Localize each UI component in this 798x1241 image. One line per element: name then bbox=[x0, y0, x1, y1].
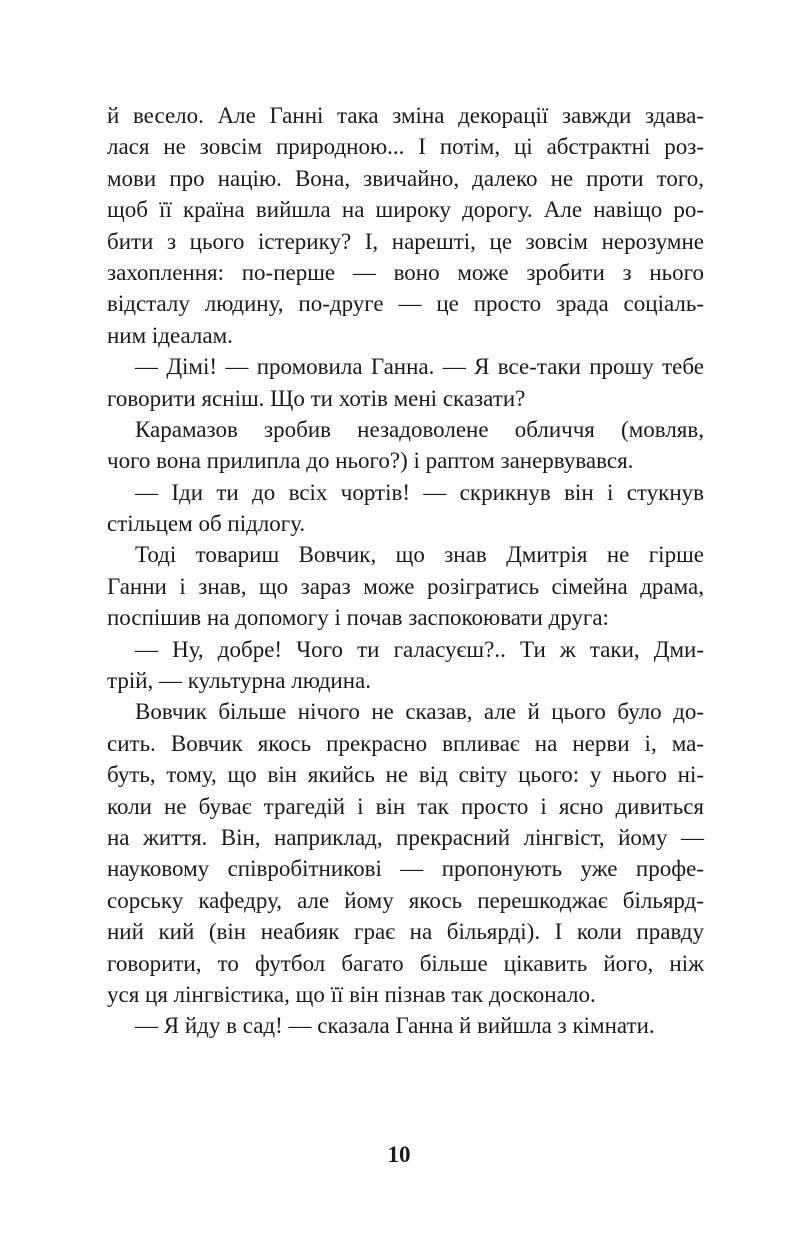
text-line: стільцем об підлогу. bbox=[107, 511, 306, 537]
text-line: — Іди ти до всіх чортів! — скрикнув він і стукнув bbox=[135, 479, 704, 505]
text-line: Карамазов зробив незадоволене обличчя (мовляв, bbox=[135, 416, 704, 442]
text-line: буть, тому, що він якийсь не від світу цього: у нього ні- bbox=[107, 762, 704, 788]
text-line: ний кий (він неабияк грає на більярді). І коли правду bbox=[107, 919, 704, 945]
text-line: — Я йду в сад! — сказала Ганна й вийшла з кімнати. bbox=[135, 1013, 655, 1039]
text-line: коли не буває трагедій і він так просто і ясно дивиться bbox=[107, 793, 704, 819]
text-line: лася не зовсім природною... І потім, ці абстрактні роз- bbox=[107, 134, 704, 160]
text-line: Тоді товариш Вовчик, що знав Дмитрія не гірше bbox=[135, 542, 704, 568]
text-line: Ганни і знав, що зараз може розігратись сімейна драма, bbox=[107, 573, 704, 599]
text-line: науковому співробітникові — пропонують уже профе- bbox=[107, 856, 704, 882]
text-line: — Дімі! — промовила Ганна. — Я все-таки прошу тебе bbox=[135, 354, 704, 380]
text-line: Вовчик більше нічого не сказав, але й цього було до- bbox=[135, 699, 704, 725]
text-line: сорську кафедру, але йому якось перешкоджає більярд- bbox=[107, 887, 704, 913]
text-line: сить. Вовчик якось прекрасно впливає на нерви і, ма- bbox=[107, 730, 704, 756]
text-line: говорити, то футбол багато більше цікавить його, ніж bbox=[107, 950, 704, 976]
text-line: говорити ясніш. Що ти хотів мені сказати? bbox=[107, 385, 526, 411]
book-page-text bbox=[107, 100, 704, 1042]
text-line: трій, — культурна людина. bbox=[107, 668, 371, 694]
text-line: мови про націю. Вона, звичайно, далеко не проти того, bbox=[107, 165, 704, 191]
text-line: на життя. Він, наприклад, прекрасний лінгвіст, йому — bbox=[107, 824, 704, 850]
text-line: захоплення: по-перше — воно може зробити з нього bbox=[107, 259, 704, 285]
text-line: ним ідеалам. bbox=[107, 322, 233, 348]
text-line: уся ця лінгвістика, що її він пізнав так досконало. bbox=[107, 981, 596, 1007]
text-line: й весело. Але Ганні така зміна декорації завжди здава- bbox=[107, 103, 704, 128]
text-line: бити з цього істерику? І, нарешті, це зовсім нерозумне bbox=[107, 228, 704, 254]
text-line: відсталу людину, по-друге — це просто зрада соціаль- bbox=[107, 291, 704, 317]
text-line: щоб її країна вийшла на широку дорогу. Але навіщо ро- bbox=[107, 197, 704, 223]
text-line: поспішив на допомогу і почав заспокоювати друга: bbox=[107, 605, 609, 631]
text-line: чого вона прилипла до нього?) і раптом занервувався. bbox=[107, 448, 634, 474]
page-number: 10 bbox=[387, 1142, 411, 1167]
text-line: — Ну, добре! Чого ти галасуєш?.. Ти ж таки, Дми- bbox=[135, 636, 704, 662]
